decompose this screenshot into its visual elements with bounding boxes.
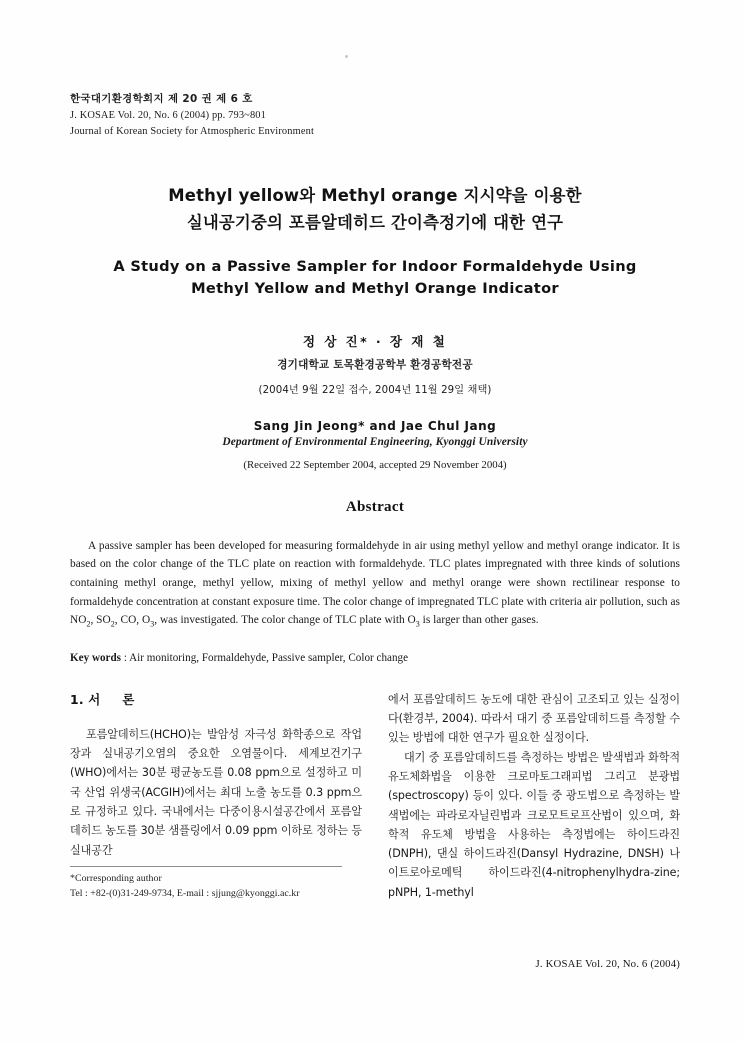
paper-title-english: [70, 256, 680, 301]
footnote-divider: [70, 866, 342, 867]
paper-title-korean-line2: 실내공기중의 포름알데히드 간이측정기에 대한 연구: [186, 213, 564, 233]
authors-korean-affiliation: 경기대학교 토목환경공학부 환경공학전공: [277, 358, 473, 371]
intro-paragraph-left: 포름알데히드(HCHO)는 발암성 자극성 화학종으로 작업장과 실내공기오염의 중요한 오염물이다. 세계보건기구(WHO)에서는 30분 평균농도를 0.08 ppm으로 설정하고 미국 산업 위생국(ACGIH)에서는 최대 노출 농도를 0.3 ppm으로 규정하고 있다. 국내에서는 다중이용시설공간에서 포름알데히드 농도를 30분 샘플링에서 0.09 ppm 이하로 정하는 등 실내공간: [70, 727, 362, 857]
abstract-text-part5: is larger than other gases.: [419, 614, 539, 627]
abstract-sub-no2: 2: [86, 619, 91, 629]
abstract-text-part1: A passive sampler has been developed for measuring formaldehyde in air using methyl yellow and methyl orange indicator. It is based on the color change of the TLC plate on reaction with formaldehyde. TLC plates impregnated with three kinds of solutions containing methyl orange, methyl yellow, mixing of methyl yellow and methyl orange were shown rectilinear response to formaldehyde concentration at constant exposure time. The color change of impregnated TLC plate with criteria air pollution, such as NO: [70, 539, 680, 627]
intro-paragraph-right-second: 대기 중 포름알데히드를 측정하는 방법은 발색법과 화학적 유도체화법을 이용한 크로마토그래피법 그리고 분광법(spectroscopy) 등이 있다. 이들 중 광도법으로 측정하는 발색법에는 파라로자닐린법과 크로모트로프산법이 있으며, 화학적 유도체 방법을 사용하는 측정법에는 하이드라진(DNPH), 댄실 하이드라진(Dansyl Hydrazine, DNSH) 나이트로아로메틱 하이드라진(4-nitrophenylhydra-zine; pNPH, 1-methyl: [388, 750, 680, 899]
paper-title-english-line2: Methyl Yellow and Methyl Orange Indicator: [191, 280, 559, 298]
abstract-text-part3: , CO, O: [114, 614, 151, 627]
paper-title-korean: [70, 183, 680, 236]
abstract-heading: Abstract: [345, 498, 405, 515]
paper-title-english-line1: A Study on a Passive Sampler for Indoor Formaldehyde Using: [113, 257, 637, 275]
received-accepted-line: (Received 22 September 2004, accepted 29 November 2004): [243, 458, 507, 471]
keywords-label: Key words: [70, 651, 122, 664]
body-column-left: [70, 690, 362, 902]
body-column-right: [388, 690, 680, 902]
journal-korean-title: 한국대기환경학회지 제 20 권 제 6 호: [70, 93, 253, 105]
authors-korean-block: [70, 331, 680, 396]
section-number: 1.: [70, 691, 84, 707]
keywords-separator: :: [121, 651, 130, 664]
section-heading-introduction: [70, 690, 362, 708]
journal-header: [70, 92, 680, 139]
footnote-corresponding-author: *Corresponding author: [70, 872, 162, 884]
corresponding-author-footnote: [70, 866, 348, 902]
page-content: [70, 0, 680, 902]
abstract-text-part2: , SO: [90, 614, 111, 627]
authors-korean-names: 정 상 진* · 장 재 철: [302, 333, 448, 349]
keywords-value: Air monitoring, Formaldehyde, Passive sampler, Color change: [129, 651, 409, 664]
abstract-sub-o3-b: 3: [415, 619, 420, 629]
journal-abbrev-citation: J. KOSAE Vol. 20, No. 6 (2004) pp. 793~801: [70, 109, 266, 121]
journal-full-name: Journal of Korean Society for Atmospheric Environment: [70, 125, 314, 137]
footnote-contact: Tel : +82-(0)31-249-9734, E-mail : sjjung@kyonggi.ac.kr: [70, 887, 300, 899]
abstract-body: [70, 537, 680, 630]
title-block: [70, 183, 680, 300]
authors-english-names: Sang Jin Jeong* and Jae Chul Jang: [253, 418, 497, 433]
abstract-text-part4: , was investigated. The color change of TLC plate with O: [154, 614, 416, 627]
intro-paragraph-right-continued: 에서 포름알데히드 농도에 대한 관심이 고조되고 있는 실정이다(환경부, 2004). 따라서 대기 중 포름알데히드를 측정할 수 있는 방법에 대한 연구가 필요한 실정이다.: [388, 692, 680, 745]
keywords-line: [70, 652, 680, 664]
page-footer-citation: J. KOSAE Vol. 20, No. 6 (2004): [535, 958, 680, 970]
section-title-part-b: 론: [122, 691, 135, 707]
paper-title-korean-line1: Methyl yellow와 Methyl orange 지시약을 이용한: [168, 186, 582, 206]
abstract-sub-o3-a: 3: [150, 619, 155, 629]
authors-english-block: [70, 419, 680, 471]
authors-english-affiliation: Department of Environmental Engineering, Kyonggi University: [222, 435, 528, 448]
authors-korean-dates: (2004년 9월 22일 접수, 2004년 11월 29일 채택): [258, 384, 492, 396]
body-columns: [70, 690, 680, 902]
abstract-sub-so2: 2: [110, 619, 115, 629]
section-title-part-a: 서: [88, 691, 101, 707]
